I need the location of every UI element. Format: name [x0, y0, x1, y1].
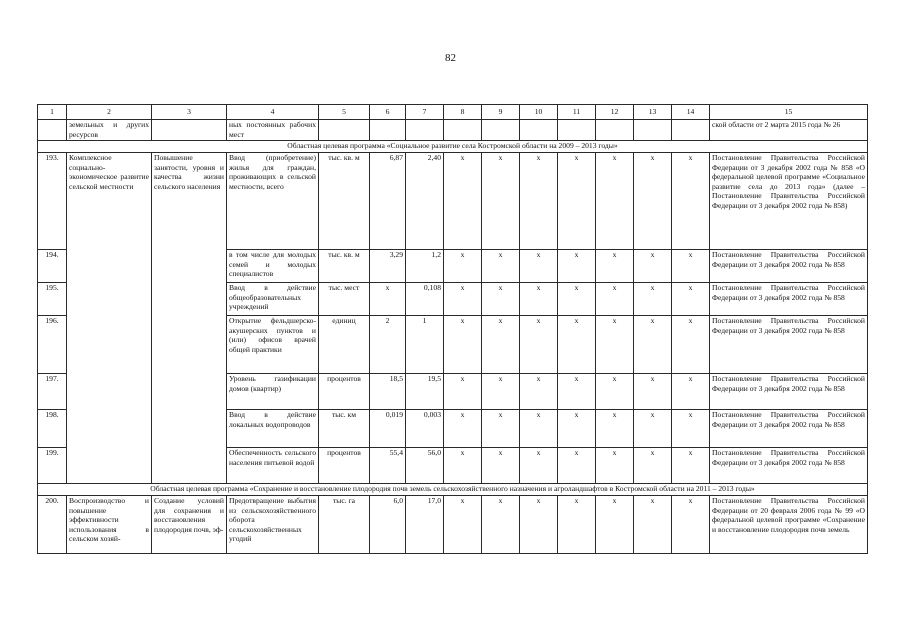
cell-value: 1	[406, 316, 444, 374]
cell-x: x	[596, 410, 634, 448]
header-cell: 13	[634, 105, 672, 120]
cell-value: 17,0	[406, 496, 444, 554]
cell-x: x	[558, 448, 596, 484]
cell-x: x	[634, 250, 672, 283]
cell-x: x	[634, 374, 672, 410]
cell-value: 1,2	[406, 250, 444, 283]
cell-x: x	[482, 374, 520, 410]
cell-x: x	[520, 496, 558, 554]
cell-basis: Постановление Правительства Российской Федерации от 3 декабря 2002 года № 858	[710, 250, 868, 283]
cell-x: x	[444, 153, 482, 250]
cell-indicator: Ввод в действие общеобразовательных учреждений	[227, 283, 319, 316]
cell-x: x	[444, 316, 482, 374]
cell-value: 56,0	[406, 448, 444, 484]
header-cell: 7	[406, 105, 444, 120]
header-cell: 12	[596, 105, 634, 120]
cell-x: x	[482, 283, 520, 316]
cell-x: x	[634, 496, 672, 554]
cell-value: 6,87	[370, 153, 406, 250]
row-number: 196.	[38, 316, 67, 374]
header-cell: 11	[558, 105, 596, 120]
page-number: 82	[445, 52, 456, 64]
cell-goal: Воспроизводство и повышение эффективности использования в сельском хозяй-	[67, 496, 152, 554]
cell-unit: тыс. кв. м	[319, 250, 370, 283]
cell-x: x	[558, 410, 596, 448]
section-title: Областная целевая программа «Социальное развитие села Костромской области на 2009 – 2013 годы»	[38, 141, 868, 153]
cell-x: x	[634, 410, 672, 448]
cell-x: x	[634, 316, 672, 374]
cell-x: x	[596, 316, 634, 374]
cell-x: x	[558, 316, 596, 374]
cell-basis: ской области от 2 марта 2015 года № 26	[710, 120, 868, 141]
cell-indicator: ных постоянных рабочих мест	[227, 120, 319, 141]
row-number: 199.	[38, 448, 67, 484]
table-row	[38, 120, 868, 141]
row-number: 197.	[38, 374, 67, 410]
cell-goal: Комплексное социально-экономическое развитие сельской местности	[67, 153, 152, 484]
cell-x: x	[596, 153, 634, 250]
cell-x: x	[596, 496, 634, 554]
cell-basis: Постановление Правительства Российской Федерации от 3 декабря 2002 года № 858	[710, 283, 868, 316]
cell-x: x	[520, 410, 558, 448]
header-cell: 6	[370, 105, 406, 120]
cell-basis: Постановление Правительства Российской Федерации от 20 февраля 2006 года № 99 «О федеральной целевой программе «Сохранение и восстановление плодородия почв земель	[710, 496, 868, 554]
row-number: 195.	[38, 283, 67, 316]
cell-basis: Постановление Правительства Российской Федерации от 3 декабря 2002 года № 858	[710, 316, 868, 374]
cell-x: x	[482, 410, 520, 448]
cell-x: x	[520, 374, 558, 410]
header-cell: 15	[710, 105, 868, 120]
cell-value: 0,019	[370, 410, 406, 448]
cell-x: x	[634, 283, 672, 316]
cell-unit: тыс. кв. м	[319, 153, 370, 250]
cell-value: 2,40	[406, 153, 444, 250]
cell-x: x	[520, 153, 558, 250]
cell-indicator: Ввод (приобретение) жилья для граждан, проживающих в сельской местности, всего	[227, 153, 319, 250]
header-cell: 2	[67, 105, 152, 120]
cell-value: 3,29	[370, 250, 406, 283]
cell-x: x	[596, 250, 634, 283]
cell-goal: земельных и других ресурсов	[67, 120, 152, 141]
cell-basis: Постановление Правительства Российской Федерации от 3 декабря 2002 года № 858	[710, 374, 868, 410]
cell-x: x	[672, 374, 710, 410]
section-heading-row	[38, 484, 868, 496]
cell-unit: тыс. км	[319, 410, 370, 448]
table-row	[38, 153, 868, 250]
cell-value: 19,5	[406, 374, 444, 410]
header-cell: 10	[520, 105, 558, 120]
cell-x: x	[558, 496, 596, 554]
header-cell: 14	[672, 105, 710, 120]
cell-task: Повышение занятости, уровня и качества жизни сельского населения	[152, 153, 227, 484]
row-number: 193.	[38, 153, 67, 250]
cell-x: x	[482, 153, 520, 250]
cell-value: 2	[370, 316, 406, 374]
cell-basis: Постановление Правительства Российской Федерации от 3 декабря 2002 года № 858	[710, 448, 868, 484]
cell-value: x	[370, 283, 406, 316]
header-cell: 5	[319, 105, 370, 120]
cell-x: x	[444, 496, 482, 554]
cell-x: x	[444, 250, 482, 283]
cell-unit: процентов	[319, 448, 370, 484]
cell-x: x	[444, 374, 482, 410]
cell-unit: единиц	[319, 316, 370, 374]
cell-unit: тыс. мест	[319, 283, 370, 316]
cell-x: x	[596, 283, 634, 316]
cell-basis: Постановление Правительства Российской Федерации от 3 декабря 2002 года № 858 «О федеральной целевой программе «Социальное развитие села до 2013 года» (далее – Постановление Правительства Российской Федерации от 3 декабря 2002 года № 858)	[710, 153, 868, 250]
cell-value: 6,0	[370, 496, 406, 554]
cell-value: 0,003	[406, 410, 444, 448]
cell-x: x	[520, 250, 558, 283]
header-cell: 3	[152, 105, 227, 120]
cell-x: x	[672, 250, 710, 283]
table-row	[38, 496, 868, 554]
cell-basis: Постановление Правительства Российской Федерации от 3 декабря 2002 года № 858	[710, 410, 868, 448]
cell-x: x	[444, 283, 482, 316]
cell-task: Создание условий для сохранения и восстановления плодородия почв, эф-	[152, 496, 227, 554]
cell-x: x	[482, 496, 520, 554]
cell-x: x	[520, 448, 558, 484]
cell-indicator: в том числе для молодых семей и молодых специалистов	[227, 250, 319, 283]
cell-x: x	[672, 496, 710, 554]
cell-x: x	[672, 316, 710, 374]
cell-x: x	[672, 153, 710, 250]
header-cell: 4	[227, 105, 319, 120]
cell-x: x	[444, 448, 482, 484]
indicators-table	[37, 104, 868, 554]
cell-x: x	[558, 283, 596, 316]
table-header-row	[38, 105, 868, 120]
cell-x: x	[672, 448, 710, 484]
cell-x: x	[634, 153, 672, 250]
cell-unit: процентов	[319, 374, 370, 410]
cell-value: 55,4	[370, 448, 406, 484]
cell-x: x	[444, 410, 482, 448]
cell-value: 0,108	[406, 283, 444, 316]
cell-x: x	[482, 316, 520, 374]
cell-indicator: Предотвращение выбытия из сельскохозяйственного оборота сельскохозяйственных угодий	[227, 496, 319, 554]
section-title: Областная целевая программа «Сохранение и восстановление плодородия почв земель сельскохозяйственного назначения и агроландшафтов в Костромской области на 2011 – 2013 годы»	[38, 484, 868, 496]
cell-x: x	[558, 374, 596, 410]
cell-x: x	[672, 283, 710, 316]
cell-value: 18,5	[370, 374, 406, 410]
cell-x: x	[558, 250, 596, 283]
header-cell: 8	[444, 105, 482, 120]
row-number: 194.	[38, 250, 67, 283]
cell-x: x	[482, 448, 520, 484]
cell-x: x	[482, 250, 520, 283]
cell-x: x	[672, 410, 710, 448]
header-cell: 9	[482, 105, 520, 120]
row-number: 200.	[38, 496, 67, 554]
cell-unit: тыс. га	[319, 496, 370, 554]
row-number: 198.	[38, 410, 67, 448]
cell-x: x	[558, 153, 596, 250]
cell-indicator: Уровень газификации домов (квартир)	[227, 374, 319, 410]
section-heading-row	[38, 141, 868, 153]
cell-x: x	[634, 448, 672, 484]
cell-indicator: Ввод в действие локальных водопроводов	[227, 410, 319, 448]
cell-x: x	[596, 374, 634, 410]
cell-indicator: Обеспеченность сельского населения питьевой водой	[227, 448, 319, 484]
cell-x: x	[520, 283, 558, 316]
header-cell: 1	[38, 105, 67, 120]
cell-x: x	[520, 316, 558, 374]
cell-indicator: Открытие фельдшерско-акушерских пунктов и (или) офисов врачей общей практики	[227, 316, 319, 374]
cell-x: x	[596, 448, 634, 484]
